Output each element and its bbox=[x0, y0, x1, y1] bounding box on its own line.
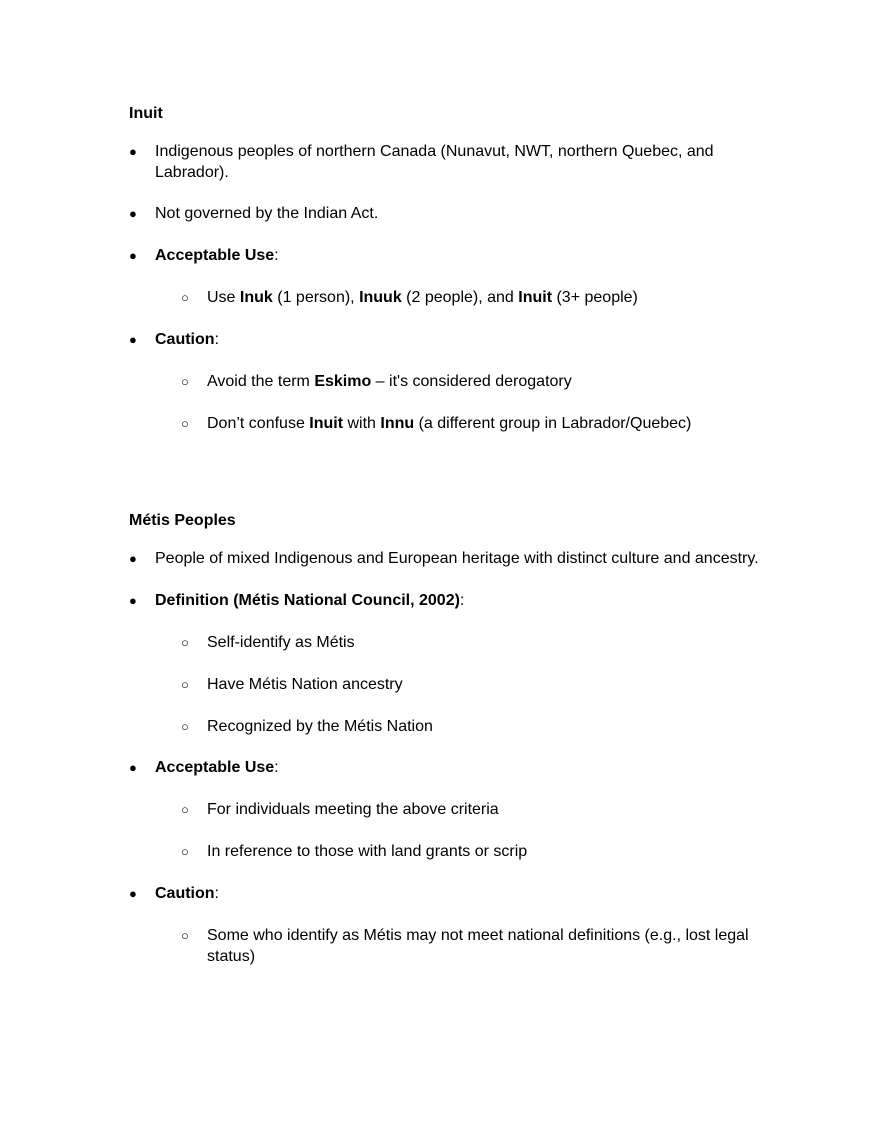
bold-term: Inuk bbox=[239, 289, 273, 306]
list-item bbox=[129, 245, 769, 266]
sub-list-item-text bbox=[207, 371, 771, 392]
list-item-text bbox=[155, 245, 769, 266]
colon: : bbox=[274, 759, 279, 776]
bold-term: Eskimo bbox=[314, 373, 372, 390]
colon: : bbox=[214, 331, 219, 348]
colon: : bbox=[274, 247, 279, 264]
section-heading-inuit: Inuit bbox=[129, 105, 163, 122]
sub-list-item-text: Self-identify as Métis bbox=[207, 634, 355, 651]
sub-bullet-icon: ○ bbox=[181, 844, 189, 859]
text-run: (1 person), bbox=[272, 289, 360, 306]
list-item-text bbox=[155, 590, 769, 611]
text-run: Don’t confuse bbox=[207, 415, 310, 432]
sub-bullet-icon: ○ bbox=[181, 677, 189, 692]
sub-list-item-text: For individuals meeting the above criteria bbox=[207, 801, 499, 818]
text-run: Avoid the term bbox=[207, 373, 315, 390]
sub-bullet-icon: ○ bbox=[181, 416, 189, 431]
caution-label: Caution bbox=[155, 331, 215, 348]
sub-list-item-text bbox=[207, 287, 771, 308]
bullet-icon: ● bbox=[129, 593, 137, 608]
sub-list-item bbox=[181, 632, 771, 653]
bullet-icon: ● bbox=[129, 551, 137, 566]
sub-list-item-text bbox=[207, 413, 771, 434]
sub-bullet-icon: ○ bbox=[181, 290, 189, 305]
list-item bbox=[129, 590, 769, 611]
bullet-icon: ● bbox=[129, 886, 137, 901]
text-run: Use bbox=[207, 289, 240, 306]
bullet-icon: ● bbox=[129, 206, 137, 221]
list-item bbox=[129, 548, 769, 569]
sub-list-item-text: Some who identify as Métis may not meet national definitions (e.g., lost legal status) bbox=[207, 927, 749, 965]
bullet-icon: ● bbox=[129, 144, 137, 159]
sub-list-item bbox=[181, 799, 771, 820]
text-run: (2 people), and bbox=[401, 289, 519, 306]
sub-list-item-text: Have Métis Nation ancestry bbox=[207, 676, 403, 693]
sub-list-item bbox=[181, 287, 771, 308]
bold-term: Inuit bbox=[518, 289, 553, 306]
sub-bullet-icon: ○ bbox=[181, 719, 189, 734]
acceptable-use-label: Acceptable Use bbox=[155, 759, 275, 776]
list-item-text bbox=[155, 329, 769, 350]
bold-term: Inuit bbox=[309, 415, 344, 432]
text-run: with bbox=[343, 415, 381, 432]
acceptable-use-label: Acceptable Use bbox=[155, 247, 275, 264]
section-heading-metis: Métis Peoples bbox=[129, 512, 236, 529]
list-item-text: Indigenous peoples of northern Canada (Nunavut, NWT, northern Quebec, and Labrador). bbox=[155, 143, 714, 181]
sub-list-item bbox=[181, 716, 771, 737]
sub-bullet-icon: ○ bbox=[181, 374, 189, 389]
sub-list-item bbox=[181, 925, 771, 967]
list-item bbox=[129, 329, 769, 350]
bullet-icon: ● bbox=[129, 760, 137, 775]
sub-list-item bbox=[181, 674, 771, 695]
colon: : bbox=[459, 592, 465, 609]
definition-label: Definition (Métis National Council, 2002) bbox=[155, 592, 460, 609]
text-run: (a different group in Labrador/Quebec) bbox=[414, 415, 692, 432]
bold-term: Inuuk bbox=[359, 289, 402, 306]
caution-label: Caution bbox=[155, 885, 215, 902]
bullet-icon: ● bbox=[129, 248, 137, 263]
list-item bbox=[129, 141, 769, 183]
colon: : bbox=[214, 885, 219, 902]
list-item bbox=[129, 883, 769, 904]
list-item-text: People of mixed Indigenous and European heritage with distinct culture and ancestry. bbox=[155, 550, 759, 567]
bullet-icon: ● bbox=[129, 332, 137, 347]
list-item bbox=[129, 203, 769, 224]
sub-list-item-text: In reference to those with land grants or scrip bbox=[207, 843, 528, 860]
text-run: – it's considered derogatory bbox=[371, 373, 572, 390]
sub-bullet-icon: ○ bbox=[181, 802, 189, 817]
sub-list-item bbox=[181, 841, 771, 862]
sub-list-item bbox=[181, 371, 771, 392]
list-item bbox=[129, 757, 769, 778]
sub-bullet-icon: ○ bbox=[181, 635, 189, 650]
list-item-text bbox=[155, 883, 769, 904]
list-item-text: Not governed by the Indian Act. bbox=[155, 205, 379, 222]
list-item-text bbox=[155, 757, 769, 778]
sub-list-item-text: Recognized by the Métis Nation bbox=[207, 718, 433, 735]
sub-list-item bbox=[181, 413, 771, 434]
bold-term: Innu bbox=[380, 415, 415, 432]
sub-bullet-icon: ○ bbox=[181, 928, 189, 943]
text-run: (3+ people) bbox=[552, 289, 638, 306]
